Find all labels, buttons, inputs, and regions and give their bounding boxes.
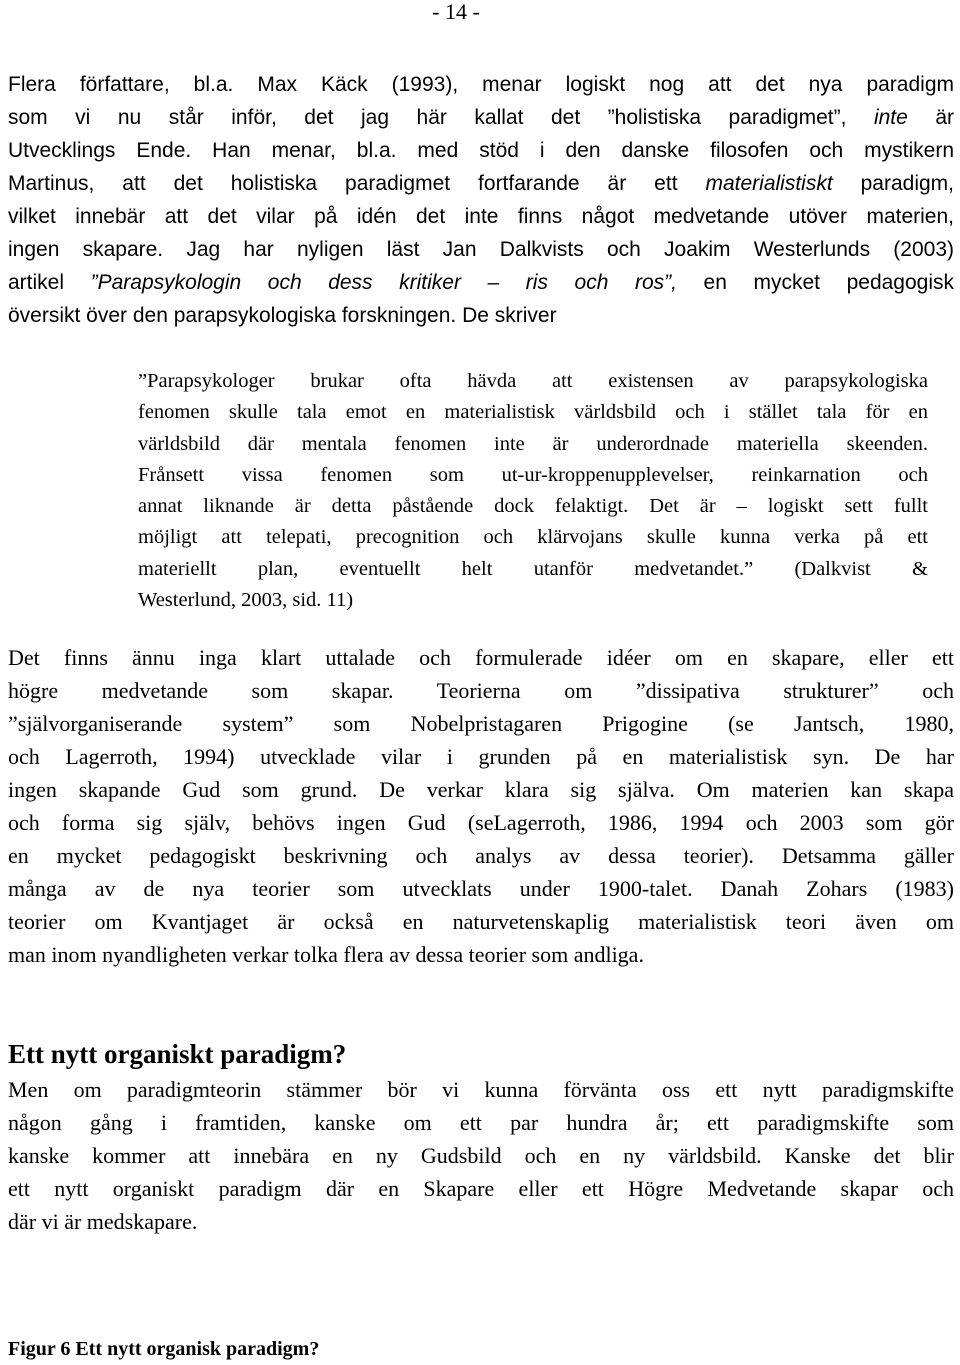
text-span: en mycket pedagogisk [676,271,955,294]
text-line: teorier om Kvantjaget är också en naturvetenskaplig materialistisk teori även om [8,909,954,934]
paragraph-organic [8,1073,954,1238]
quote-line: Westerlund, 2003, sid. 11) [138,589,354,612]
quote-line: materiellt plan, eventuellt helt utanför medvetandet.” (Dalkvist & [138,557,928,580]
text-line: och Lagerroth, 1994) utvecklade vilar i grunden på en materialistisk syn. De har [8,744,954,769]
text-line: ”självorganiserande system” som Nobelpristagaren Prigogine (se Jantsch, 1980, [8,711,954,736]
block-quote [138,366,928,616]
text-line: Det finns ännu inga klart uttalade och formulerade idéer om en skapare, eller ett [8,645,954,670]
text-line: och forma sig själv, behövs ingen Gud (seLagerroth, 1986, 1994 och 2003 som gör [8,810,954,835]
emphasis: inte [873,106,908,129]
quote-line: möjligt att telepati, precognition och klärvojans skulle kunna verka på ett [138,526,928,549]
figure-caption: Figur 6 Ett nytt organisk paradigm? [8,1338,320,1360]
page-number: - 14 - [432,0,480,24]
text-line: en mycket pedagogiskt beskrivning och analys av dessa teorier). Detsamma gäller [8,843,954,868]
emphasis: ”Parapsykologin och dess kritiker – ris och ros”, [90,271,677,294]
text-span: artikel [8,271,91,294]
text-line: översikt över den parapsykologiska forskningen. De skriver [8,304,557,327]
text-line: man inom nyandligheten verkar tolka flera av dessa teorier som andliga. [8,942,644,967]
paragraph-creator [8,641,954,971]
text-span: Martinus, att det holistiska paradigmet fortfarande är ett [8,172,706,195]
emphasis: materialistiskt [705,172,833,195]
text-line [8,101,954,134]
text-line: kanske kommer att innebära en ny Gudsbild och en ny världsbild. Kanske det blir [8,1143,954,1168]
quote-line: fenomen skulle tala emot en materialistisk världsbild och i stället tala för en [138,401,928,424]
text-span: är [907,106,954,129]
quote-line: annat liknande är detta påstående dock felaktigt. Det är – logiskt sett fullt [138,495,928,518]
quote-line: Frånsett vissa fenomen som ut-ur-kroppenupplevelser, reinkarnation och [138,463,928,486]
text-line: många av de nya teorier som utvecklats under 1900-talet. Danah Zohars (1983) [8,876,954,901]
quote-line: ”Parapsykologer brukar ofta hävda att existensen av parapsykologiska [138,370,928,392]
text-line: ingen skapare. Jag har nyligen läst Jan Dalkvists och Joakim Westerlunds (2003) [8,238,954,261]
section-heading: Ett nytt organiskt paradigm? [8,1039,347,1069]
paragraph-intro [8,68,954,332]
text-line: vilket innebär att det vilar på idén det inte finns något medvetande utöver materien, [8,205,954,228]
text-line: ett nytt organiskt paradigm där en Skapare eller ett Högre Medvetande skapar och [8,1176,954,1201]
text-line [8,266,954,299]
text-line: någon gång i framtiden, kanske om ett par hundra år; ett paradigmskifte som [8,1110,954,1135]
text-line: Men om paradigmteorin stämmer bör vi kunna förvänta oss ett nytt paradigmskifte [8,1077,954,1102]
text-span: som vi nu står inför, det jag här kallat det ”holistiska paradigmet”, [8,106,874,129]
text-span: paradigm, [832,172,954,195]
text-line: Flera författare, bl.a. Max Käck (1993), menar logiskt nog att det nya paradigm [8,73,954,96]
text-line: högre medvetande som skapar. Teorierna om ”dissipativa strukturer” och [8,678,954,703]
text-line: ingen skapande Gud som grund. De verkar klara sig själva. Om materien kan skapa [8,777,954,802]
quote-line: världsbild där mentala fenomen inte är underordnade materiella skeenden. [138,432,928,455]
text-line: där vi är medskapare. [8,1209,198,1234]
text-line: Utvecklings Ende. Han menar, bl.a. med stöd i den danske filosofen och mystikern [8,139,954,162]
text-line [8,167,954,200]
